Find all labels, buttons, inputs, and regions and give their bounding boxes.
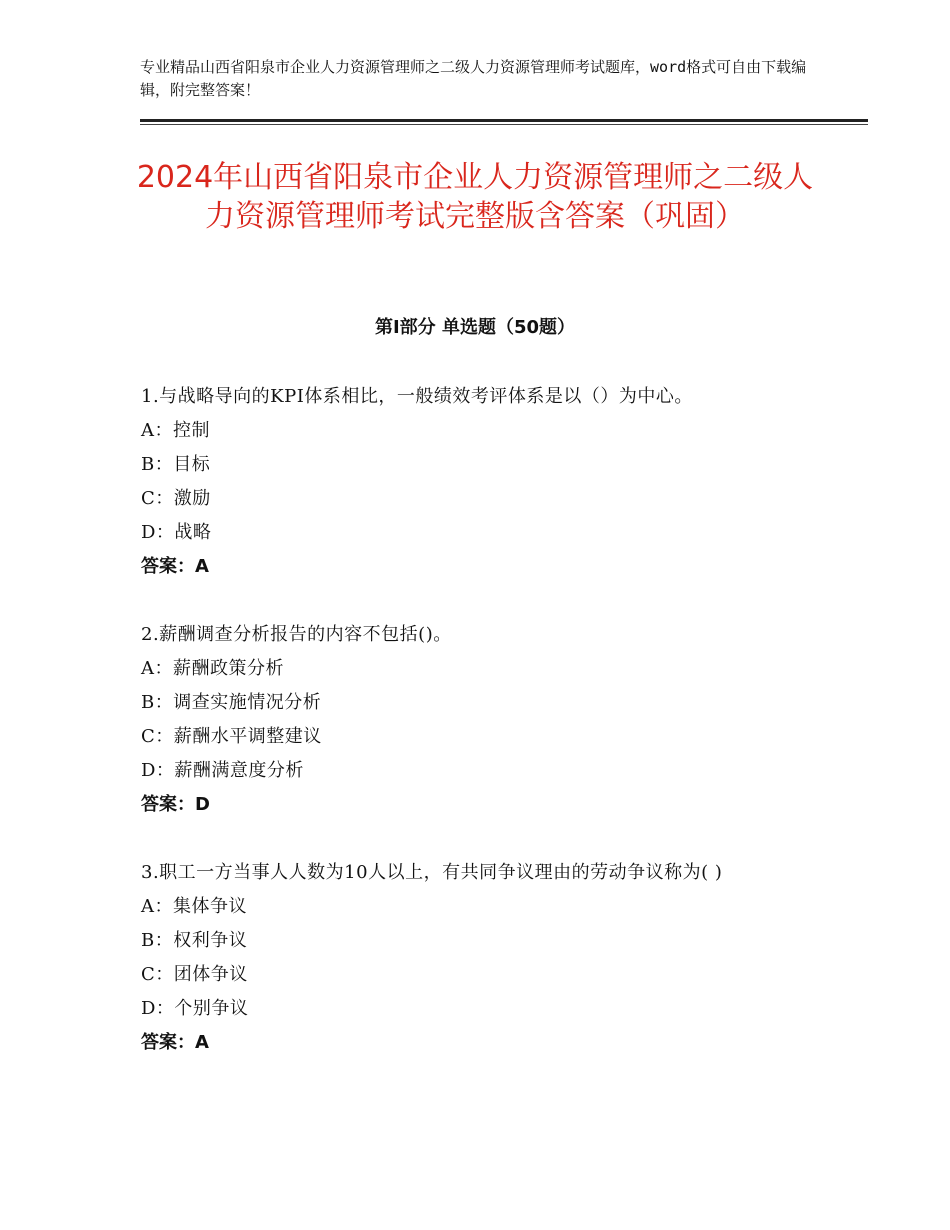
option-a: A：控制 bbox=[141, 420, 210, 441]
option-b: B：目标 bbox=[141, 454, 211, 475]
document-title: 2024年山西省阳泉市企业人力资源管理师之二级人力资源管理师考试完整版含答案（巩固） bbox=[136, 160, 814, 234]
option-c: C：团体争议 bbox=[141, 964, 248, 985]
option-c: C：激励 bbox=[141, 488, 211, 509]
spacer bbox=[141, 584, 831, 618]
question-3 bbox=[141, 856, 831, 1060]
option-a: A：薪酬政策分析 bbox=[141, 658, 284, 679]
answer: 答案：A bbox=[141, 556, 209, 577]
header-note: 专业精品山西省阳泉市企业人力资源管理师之二级人力资源管理师考试题库，word格式可自由下载编辑，附完整答案！ bbox=[140, 58, 807, 99]
answer: 答案：A bbox=[141, 1032, 209, 1053]
section-heading: 第Ⅰ部分 单选题（50题） bbox=[374, 317, 575, 338]
option-c: C：薪酬水平调整建议 bbox=[141, 726, 322, 747]
question-stem: 2.薪酬调查分析报告的内容不包括()。 bbox=[141, 624, 452, 645]
option-a: A：集体争议 bbox=[141, 896, 247, 917]
question-stem: 1.与战略导向的KPI体系相比，一般绩效考评体系是以（）为中心。 bbox=[141, 386, 693, 407]
spacer bbox=[141, 822, 831, 856]
question-stem: 3.职工一方当事人人数为10人以上，有共同争议理由的劳动争议称为( ) bbox=[141, 862, 723, 883]
question-2 bbox=[141, 618, 831, 822]
answer: 答案：D bbox=[141, 794, 210, 815]
option-b: B：调查实施情况分析 bbox=[141, 692, 322, 713]
question-1 bbox=[141, 380, 831, 584]
question-list bbox=[141, 380, 831, 1060]
header-rule-thin bbox=[140, 124, 868, 125]
option-b: B：权利争议 bbox=[141, 930, 248, 951]
option-d: D：个别争议 bbox=[141, 998, 249, 1019]
option-d: D：薪酬满意度分析 bbox=[141, 760, 304, 781]
header-rule-thick bbox=[140, 119, 868, 122]
option-d: D：战略 bbox=[141, 522, 212, 543]
